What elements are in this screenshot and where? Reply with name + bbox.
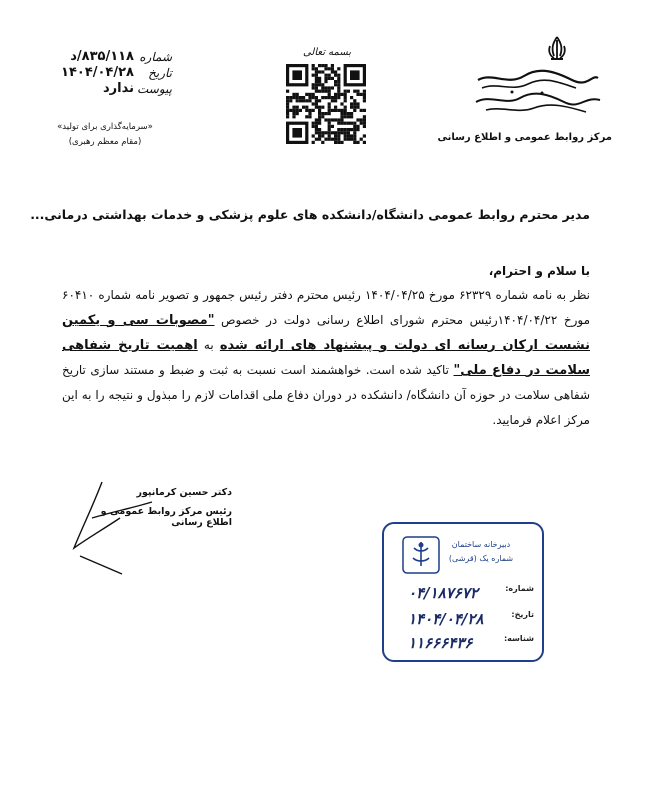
letter-body (62, 283, 590, 433)
ministry-center-title: مرکز روابط عمومی و اطلاع رسانی (437, 132, 612, 143)
letter-date-value: ۱۴۰۴/۰۴/۲۸ (61, 65, 134, 80)
slogan-text: «سرمایه‌گذاری برای تولید» (57, 122, 153, 132)
body-highlight: "مصوبات سی و یکمین نشست ارکان رسانه ای دولت و پیشنهاد های ارائه شده (62, 313, 590, 353)
body-bold-topic: اهمیت تاریخ شفاهی سلامت در دفاع ملی" (62, 338, 590, 378)
signatory-title: رئیس مرکز روابط عمومی و اطلاع رسانی (100, 506, 232, 528)
basmala: بسمه تعالی (302, 47, 352, 58)
letter-attachment-label: پیوست (137, 82, 172, 96)
iran-emblem-icon (542, 34, 572, 64)
body-text-1: نظر به نامه شماره ۶۲۳۲۹ مورخ ۱۴۰۴/۰۴/۲۵ رئیس محترم دفتر رئیس جمهور و تصویر نامه شماره ۶۰۴۱۰ مورخ ۱۴۰۴/۰۴/۲۲رئیس محترم شورای اطلاع رسانی دولت در خصوص (62, 288, 591, 327)
stamp-id-label: شناسه: (503, 634, 534, 643)
stamp-number-label: شماره: (505, 584, 534, 593)
ministry-logo (472, 66, 602, 118)
slogan (40, 120, 170, 150)
recipient-line: مدیر محترم روابط عمومی دانشگاه/دانشکده های علوم پزشکی و خدمات بهداشتی درمانی... (30, 207, 590, 222)
body-text-3: تاکید شده است. خواهشمند است نسبت به ثبت و ضبط و مستند سازی تاریخ شفاهی سلامت در حوزه آن دانشگاه/ دانشکده در دوران دفاع ملی اقدامات لازم را مبذول و نتیجه را به این مرکز اعلام فرمایید. (62, 363, 590, 427)
stamp-date-value: ۱۴۰۴/۰۴/۲۸ (408, 610, 484, 628)
letter-number-label: شماره (139, 50, 172, 64)
registration-stamp (382, 522, 544, 662)
university-seal-icon (402, 536, 440, 574)
letter-attachment-value: ندارد (102, 81, 134, 96)
greeting: با سلام و احترام، (488, 264, 590, 278)
stamp-office: دبیرخانه ساختمان شماره یک (قرشی) (448, 540, 514, 563)
letter-number-value: ۸۳۵/۱۱۸/د (70, 49, 134, 64)
stamp-id-value: ۱۱۶۶۶۴۳۶ (408, 634, 473, 652)
qr-code-icon[interactable] (286, 64, 366, 144)
stamp-number-value: ۰۴/۱۸۷۶۷۲ (408, 584, 478, 602)
signatory-name: دکتر حسین کرمانپور (136, 487, 232, 498)
body-text-2: به (197, 338, 220, 352)
slogan-source: (مقام معظم رهبری) (68, 137, 142, 147)
stamp-date-label: تاریخ: (511, 610, 534, 619)
letter-date-label: تاریخ (148, 66, 172, 80)
